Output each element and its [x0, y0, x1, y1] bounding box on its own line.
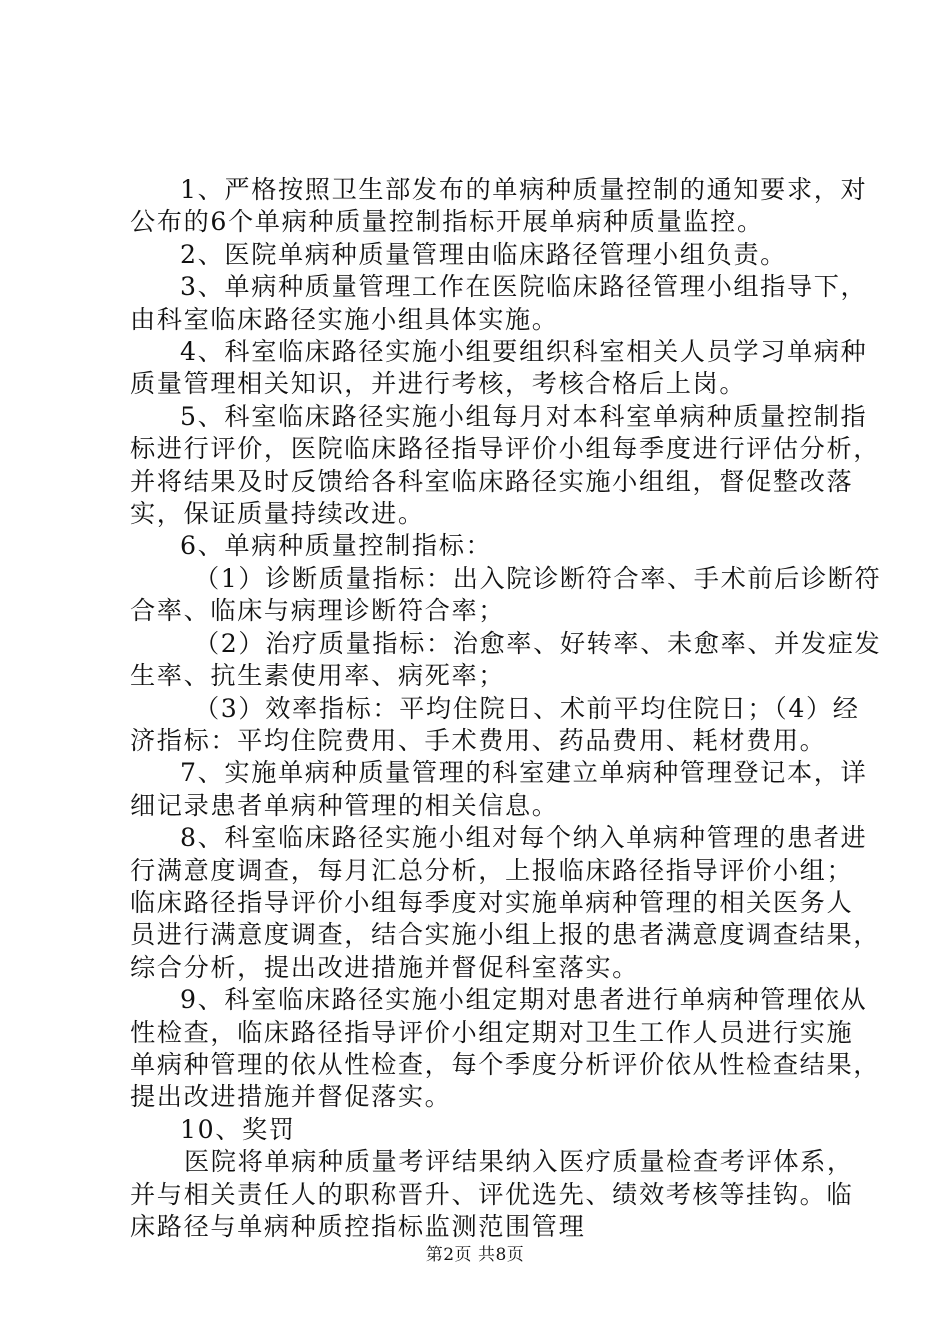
- text-line: 性检查，临床路径指导评价小组定期对卫生工作人员进行实施: [130, 1017, 854, 1047]
- text-line: （3）效率指标：平均住院日、术前平均住院日；（4）经: [194, 693, 860, 723]
- text-line: 并将结果及时反馈给各科室临床路径实施小组组，督促整改落: [130, 466, 854, 496]
- text-line: 细记录患者单病种管理的相关信息。: [130, 790, 559, 820]
- text-line: 3、单病种质量管理工作在医院临床路径管理小组指导下，: [180, 272, 868, 302]
- text-line: 单病种管理的依从性检查，每个季度分析评价依从性检查结果，: [130, 1049, 881, 1079]
- text-line: 济指标：平均住院费用、手术费用、药品费用、耗材费用。: [130, 725, 827, 755]
- text-line: 并与相关责任人的职称晋升、评优选先、绩效考核等挂钩。临: [130, 1179, 854, 1209]
- text-line: 6、单病种质量控制指标：: [180, 531, 493, 561]
- text-line: 标进行评价，医院临床路径指导评价小组每季度进行评估分析，: [130, 434, 881, 464]
- text-line: （1）诊断质量指标：出入院诊断符合率、手术前后诊断符: [194, 563, 882, 593]
- text-line: 合率、临床与病理诊断符合率；: [130, 596, 506, 626]
- text-line: 1、严格按照卫生部发布的单病种质量控制的通知要求，对: [180, 175, 868, 204]
- text-line: 实，保证质量持续改进。: [130, 499, 425, 529]
- text-line: 公布的6个单病种质量控制指标开展单病种质量监控。: [130, 207, 764, 237]
- text-line: 8、科室临床路径实施小组对每个纳入单病种管理的患者进: [180, 823, 868, 853]
- text-line: 生率、抗生素使用率、病死率；: [130, 661, 506, 691]
- text-line: 床路径与单病种质控指标监测范围管理: [130, 1212, 586, 1241]
- text-line: 临床路径指导评价小组每季度对实施单病种管理的相关医务人: [130, 887, 854, 917]
- text-line: 2、医院单病种质量管理由临床路径管理小组负责。: [180, 239, 787, 269]
- text-line: 5、科室临床路径实施小组每月对本科室单病种质量控制指: [180, 401, 868, 431]
- text-line: 由科室临床路径实施小组具体实施。: [130, 304, 559, 334]
- document-body: [130, 174, 882, 1243]
- text-line: 医院将单病种质量考评结果纳入医疗质量检查考评体系，: [184, 1147, 854, 1177]
- text-line: 7、实施单病种质量管理的科室建立单病种管理登记本，详: [180, 758, 868, 788]
- text-line: （2）治疗质量指标：治愈率、好转率、未愈率、并发症发: [194, 628, 882, 658]
- text-line: 10、奖罚: [180, 1114, 296, 1144]
- text-line: 员进行满意度调查，结合实施小组上报的患者满意度调查结果，: [130, 920, 881, 950]
- text-line: 质量管理相关知识，并进行考核，考核合格后上岗。: [130, 369, 747, 399]
- text-line: 综合分析，提出改进措施并督促科室落实。: [130, 952, 639, 982]
- text-line: 4、科室临床路径实施小组要组织科室相关人员学习单病种: [180, 337, 868, 367]
- text-line: 行满意度调查，每月汇总分析，上报临床路径指导评价小组；: [130, 855, 854, 885]
- text-line: 提出改进措施并督促落实。: [130, 1082, 452, 1112]
- text-line: 9、科室临床路径实施小组定期对患者进行单病种管理依从: [180, 985, 868, 1015]
- page-footer: 第2页 共8页: [425, 1245, 525, 1265]
